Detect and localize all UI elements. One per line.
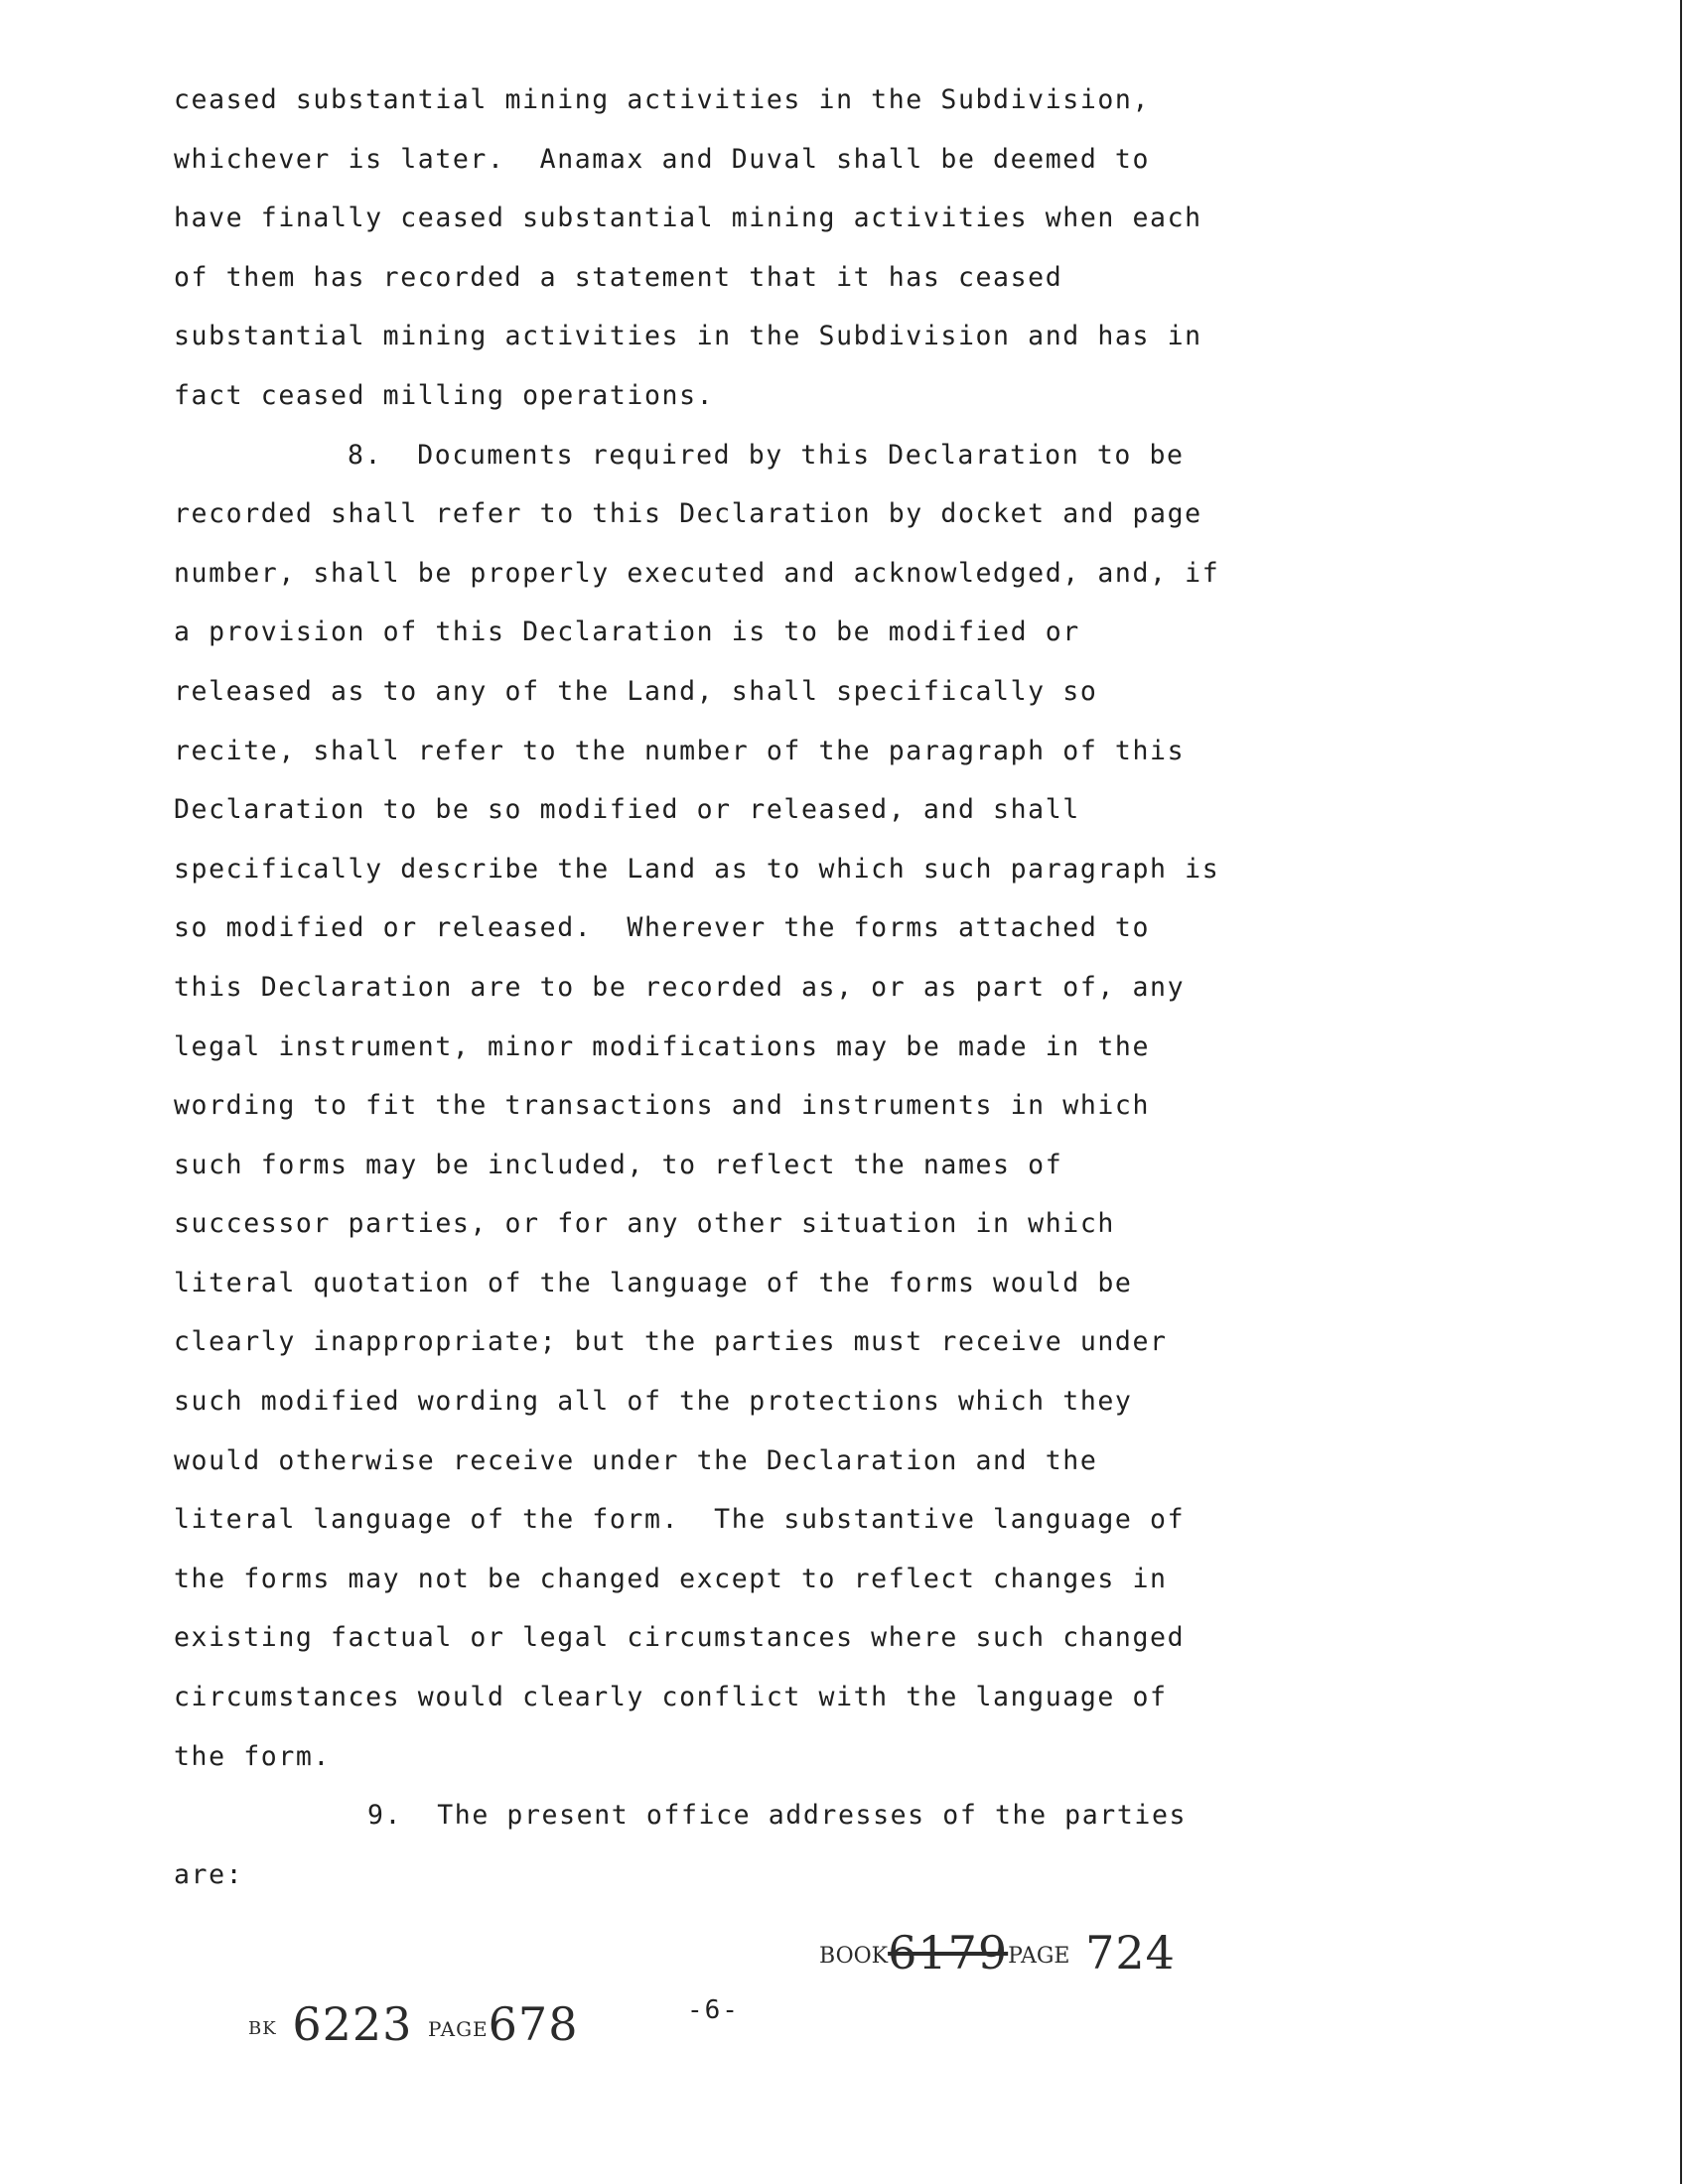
- text-line: ceased substantial mining activities in the Subdivision,: [174, 84, 1151, 115]
- text-line: number, shall be properly executed and acknowledged, and, if: [174, 557, 1220, 589]
- text-line: are:: [174, 1858, 244, 1890]
- text-line: substantial mining activities in the Subdivision and has in: [174, 321, 1202, 352]
- stamp-page-label: PAGE: [1008, 1944, 1070, 1969]
- text-line: existing factual or legal circumstances where such changed: [174, 1622, 1186, 1654]
- paragraph-9-first-line: 9. The present office addresses of the parties: [367, 1800, 1188, 1832]
- page-number: -6-: [687, 1995, 740, 2025]
- text-line: such modified wording all of the protections which they: [174, 1386, 1133, 1418]
- stamp-page-number: 678: [488, 1997, 579, 2051]
- text-line: fact ceased milling operations.: [174, 379, 715, 411]
- stamp-book-number: 6223: [292, 1997, 413, 2051]
- text-line: wording to fit the transactions and instruments in which: [174, 1090, 1151, 1122]
- recording-stamp-bottom: [248, 1997, 578, 2051]
- text-line: such forms may be included, to reflect the names of: [174, 1149, 1063, 1180]
- text-line: released as to any of the Land, shall specifically so: [174, 675, 1098, 707]
- text-line: legal instrument, minor modifications may be made in the: [174, 1030, 1151, 1062]
- text-line: circumstances would clearly conflict with the language of: [174, 1682, 1168, 1713]
- document-body: [174, 77, 1246, 1911]
- text-line: Declaration to be so modified or released, and shall: [174, 794, 1080, 826]
- text-line: the form.: [174, 1740, 331, 1772]
- text-line: specifically describe the Land as to which such paragraph is: [174, 853, 1220, 885]
- text-line: literal language of the form. The substantive language of: [174, 1504, 1186, 1536]
- scan-edge: [1680, 0, 1682, 2184]
- text-line: a provision of this Declaration is to be modified or: [174, 616, 1080, 648]
- stamp-page-label: PAGE: [428, 2017, 489, 2041]
- stamp-book-label: BOOK: [819, 1944, 889, 1969]
- stamp-book-label: BK: [248, 2018, 277, 2039]
- text-line: clearly inappropriate; but the parties must receive under: [174, 1326, 1168, 1358]
- stamp-page-number: 724: [1085, 1926, 1176, 1979]
- text-line: recite, shall refer to the number of the paragraph of this: [174, 735, 1186, 766]
- text-line: of them has recorded a statement that it has ceased: [174, 261, 1063, 293]
- text-line: this Declaration are to be recorded as, or as part of, any: [174, 971, 1186, 1003]
- text-line: the forms may not be changed except to reflect changes in: [174, 1563, 1168, 1594]
- text-line: so modified or released. Wherever the forms attached to: [174, 912, 1151, 944]
- paragraph-8-first-line: 8. Documents required by this Declaration to be: [348, 439, 1185, 471]
- recording-stamp-top: [819, 1926, 1176, 1979]
- text-line: whichever is later. Anamax and Duval shall be deemed to: [174, 143, 1151, 175]
- text-line: would otherwise receive under the Declaration and the: [174, 1444, 1098, 1476]
- text-line: recorded shall refer to this Declaration by docket and page: [174, 498, 1202, 530]
- stamp-book-number: 6179: [888, 1926, 1009, 1979]
- text-line: literal quotation of the language of the forms would be: [174, 1267, 1133, 1298]
- text-line: have finally ceased substantial mining activities when each: [174, 203, 1202, 234]
- text-line: successor parties, or for any other situation in which: [174, 1208, 1115, 1240]
